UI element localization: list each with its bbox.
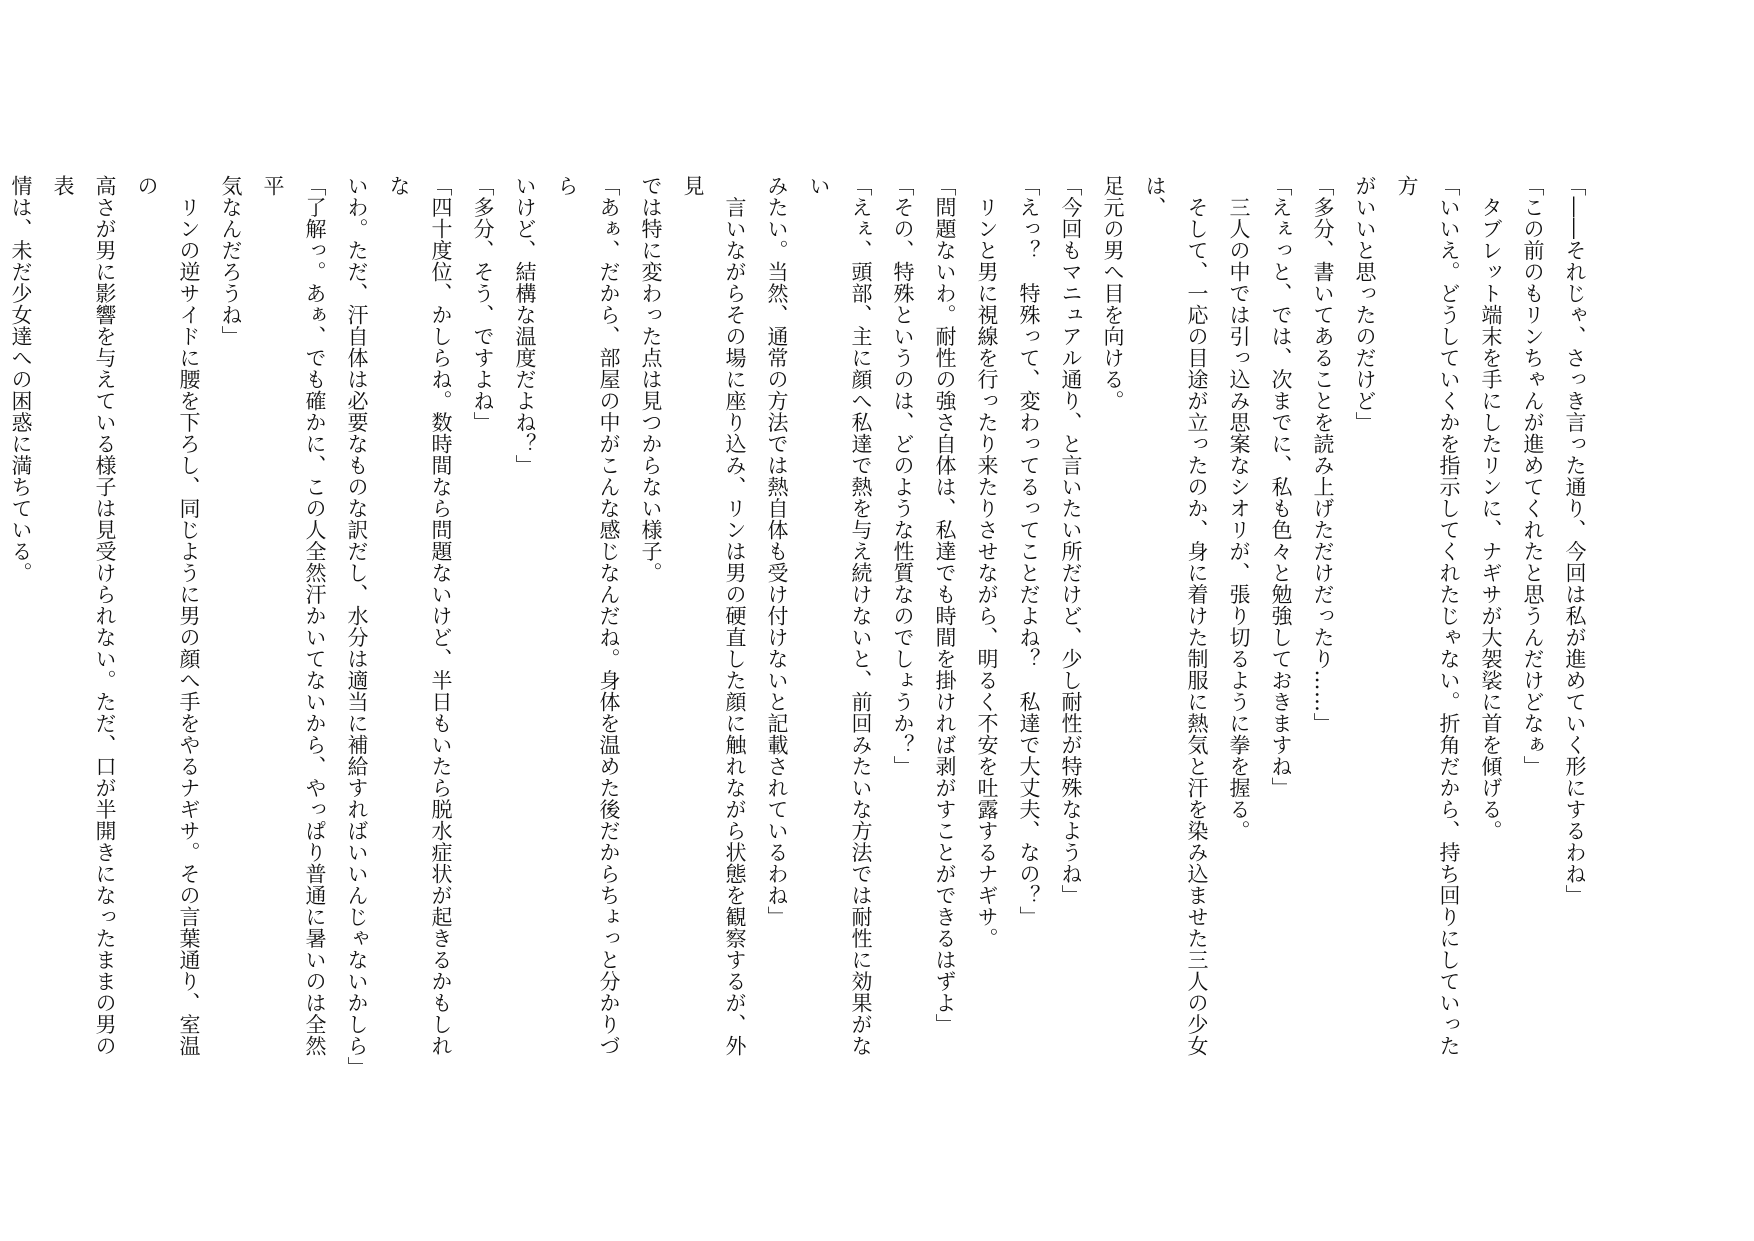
text-line: 「えぇ、頭部、主に顔へ私達で熱を与え続けないと、前回みたいな方法では耐性に効果がない [807, 175, 873, 1057]
text-line: 「えっ？ 特殊って、変わってるってことだよね？ 私達で大丈夫、なの？」 [1017, 175, 1041, 928]
text-line: 「四十度位、かしらね。数時間なら問題ないけど、半日もいたら脱水症状が起きるかもしれな [387, 175, 453, 1057]
text-line: 高さが男に影響を与えている様子は見受けられない。ただ、口が半開きになったままの男の表 [51, 175, 117, 1057]
text-line: リンと男に視線を行ったり来たりさせながら、明るく不安を吐露するナギサ。 [975, 175, 999, 949]
text-line: タブレット端末を手にしたリンに、ナギサが大袈裟に首を傾げる。 [1479, 175, 1503, 842]
text-line: 「多分、書いてあることを読み上げただけだったり……」 [1311, 175, 1335, 734]
text-line: リンの逆サイドに腰を下ろし、同じように男の顔へ手をやるナギサ。その言葉通り、室温の [135, 175, 201, 1057]
text-line: 「今回もマニュアル通り、と言いたい所だけど、少し耐性が特殊なようね」 [1059, 175, 1083, 906]
vertical-text-body [0, 175, 1596, 1078]
text-line: 「多分、そう、ですよね」 [471, 175, 495, 433]
text-line: 「いいえ。どうしていくかを指示してくれたじゃない。折角だから、持ち回りにしていった方 [1395, 175, 1461, 1057]
text-line: いわ。ただ、汗自体は必要なものな訳だし、水分は適当に補給すればいいんじゃないかしら」 [345, 175, 369, 1078]
text-line: 「この前のもリンちゃんが進めてくれたと思うんだけどなぁ」 [1521, 175, 1545, 777]
text-line: みたい。当然、通常の方法では熱自体も受け付けないと記載されているわね」 [765, 175, 789, 928]
text-line: 「その、特殊というのは、どのような性質なのでしょうか？」 [891, 175, 915, 777]
text-line: 「問題ないわ。耐性の強さ自体は、私達でも時間を掛ければ剥がすことができるはずよ」 [933, 175, 957, 1035]
text-line: では特に変わった点は見つからない様子。 [639, 175, 663, 584]
text-line: 情は、未だ少女達への困惑に満ちている。 [9, 175, 33, 584]
text-line: 「えぇっと、では、次までに、私も色々と勉強しておきますね」 [1269, 175, 1293, 799]
text-line: いけど、結構な温度だよね？」 [513, 175, 537, 476]
text-line: 気なんだろうね」 [219, 175, 243, 347]
text-line: そして、一応の目途が立ったのか、身に着けた制服に熱気と汗を染み込ませた三人の少女は、 [1143, 175, 1209, 1057]
text-line: 「あぁ、だから、部屋の中がこんな感じなんだね。身体を温めた後だからちょっと分かりづら [555, 175, 621, 1057]
text-line: 言いながらその場に座り込み、リンは男の硬直した顔に触れながら状態を観察するが、外見 [681, 175, 747, 1057]
text-line: がいいと思ったのだけど」 [1353, 175, 1377, 433]
text-line: 「了解っ。あぁ、でも確かに、この人全然汗かいてないから、やっぱり普通に暑いのは全然平 [261, 175, 327, 1057]
text-line: 足元の男へ目を向ける。 [1101, 175, 1125, 412]
text-line: 「――それじゃ、さっき言った通り、今回は私が進めていく形にするわね」 [1563, 175, 1587, 906]
text-line: 三人の中では引っ込み思案なシオリが、張り切るように拳を握る。 [1227, 175, 1251, 842]
